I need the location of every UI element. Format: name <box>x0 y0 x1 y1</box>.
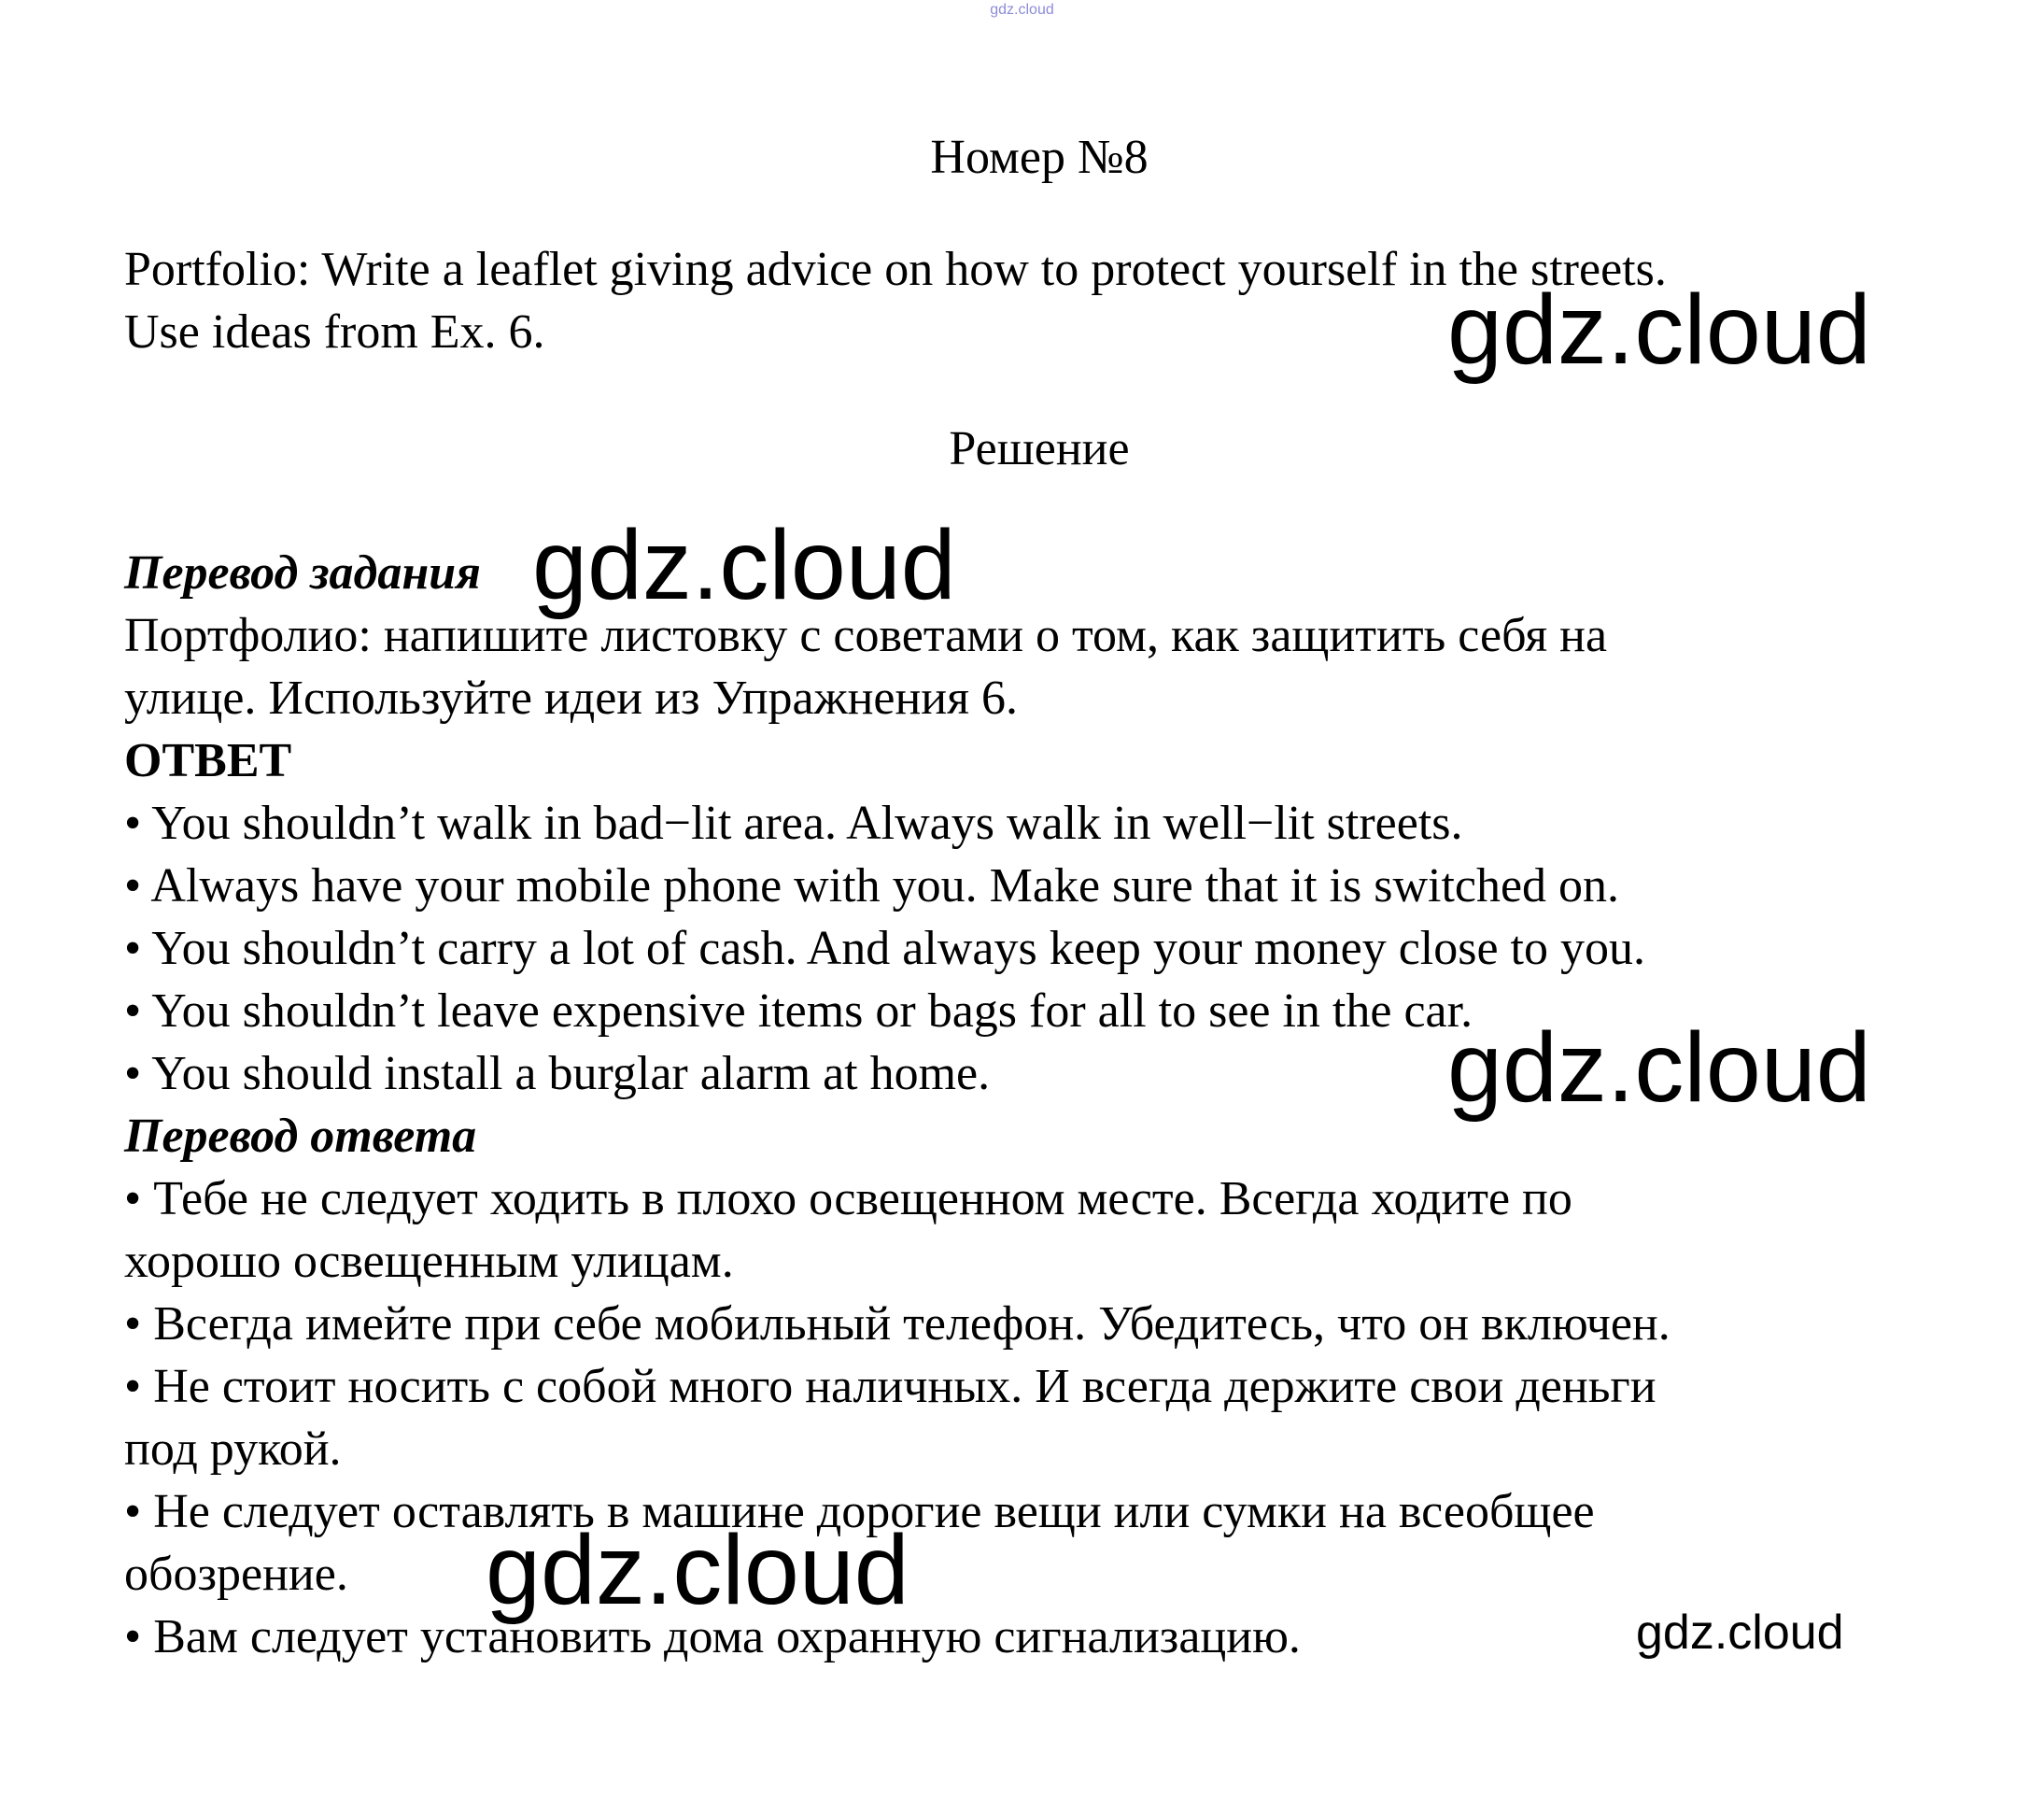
answer-translation-line: • Всегда имейте при себе мобильный телефон. Убедитесь, что он включен. <box>124 1297 1670 1351</box>
answer-translation-heading: Перевод ответа <box>124 1110 477 1163</box>
answer-translation-line: • Вам следует установить дома охранную сигнализацию. <box>124 1610 1301 1663</box>
task-line: Portfolio: Write a leaflet giving advice on how to protect yourself in the streets. <box>124 243 1667 296</box>
task-translation-line: улице. Используйте идеи из Упражнения 6. <box>124 672 1019 725</box>
watermark: gdz.cloud <box>1447 1012 1871 1123</box>
top-watermark: gdz.cloud <box>990 2 1054 18</box>
watermark: gdz.cloud <box>1636 1606 1844 1660</box>
watermark: gdz.cloud <box>532 510 956 620</box>
watermark: gdz.cloud <box>486 1515 909 1625</box>
answer-item: • Always have your mobile phone with you. Make sure that it is switched on. <box>124 859 1620 913</box>
answer-translation-line: • Не следует оставлять в машине дорогие вещи или сумки на всеобщее <box>124 1485 1595 1538</box>
page-title: Номер №8 <box>930 131 1149 184</box>
task-translation-heading: Перевод задания <box>124 546 481 600</box>
answer-item: • You shouldn’t carry a lot of cash. And always keep your money close to you. <box>124 922 1645 975</box>
watermark: gdz.cloud <box>1447 275 1871 385</box>
answer-translation-line: • Тебе не следует ходить в плохо освещенном месте. Всегда ходите по <box>124 1172 1572 1225</box>
answer-translation-line: • Не стоит носить с собой много наличных. И всегда держите свои деньги <box>124 1360 1656 1413</box>
answer-translation-line: под рукой. <box>124 1422 342 1476</box>
answer-item: • You should install a burglar alarm at home. <box>124 1047 991 1100</box>
answer-item: • You shouldn’t leave expensive items or bags for all to see in the car. <box>124 984 1473 1038</box>
answer-translation-line: хорошо освещенным улицам. <box>124 1235 734 1288</box>
answer-heading: ОТВЕТ <box>124 734 292 787</box>
answer-item: • You shouldn’t walk in bad−lit area. Always walk in well−lit streets. <box>124 797 1463 850</box>
task-line: Use ideas from Ex. 6. <box>124 305 545 359</box>
task-translation-line: Портфолио: напишите листовку с советами о том, как защитить себя на <box>124 609 1608 662</box>
answer-translation-line: обозрение. <box>124 1548 348 1601</box>
solution-heading: Решение <box>949 422 1130 475</box>
